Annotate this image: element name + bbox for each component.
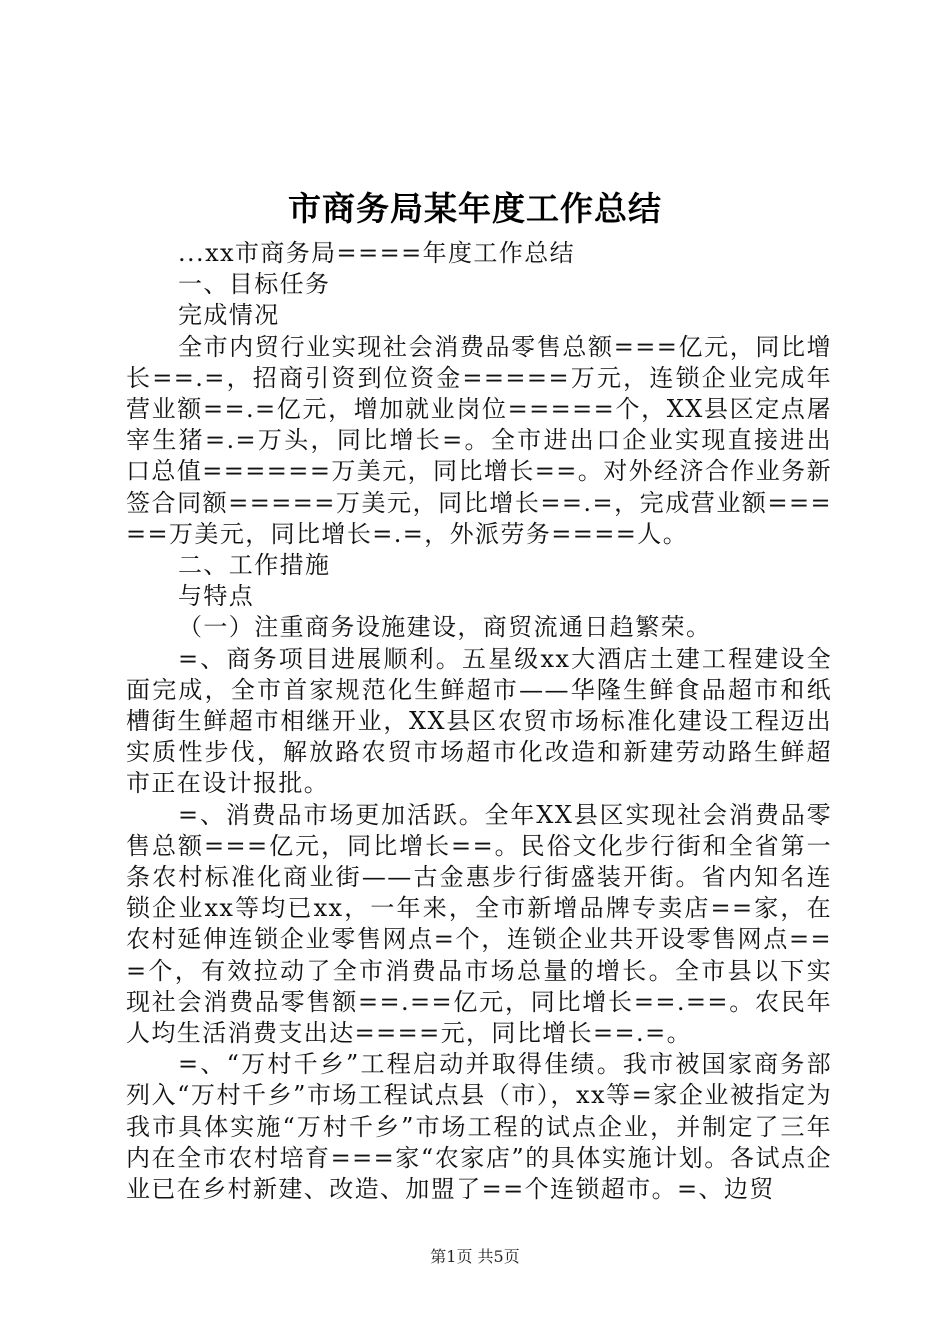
document-title: 市商务局某年度工作总结	[288, 189, 662, 228]
document-body	[126, 238, 832, 1205]
paragraph: 与特点	[178, 582, 255, 611]
page-footer: 第1页 共5页	[430, 1247, 520, 1266]
paragraph: 全市内贸行业实现社会消费品零售总额===亿元，同比增长==.=，招商引资到位资金=====万元，连锁企业完成年营业额==.=亿元，增加就业岗位=====个，XX县区定点屠宰生猪=.=万头，同比增长=。全市进出口企业实现直接进出口总值======万美元，同比增长==。对外经济合作业务新签合同额=====万美元，同比增长==.=，完成营业额=====万美元，同比增长=.=，外派劳务====人。	[126, 332, 832, 548]
subsection-heading: （一）注重商务设施建设，商贸流通日趋繁荣。	[178, 613, 712, 642]
section-heading: 二、工作措施	[178, 551, 331, 580]
paragraph: =、商务项目进展顺利。五星级xx大酒店土建工程建设全面完成，全市首家规范化生鲜超市——华隆生鲜食品超市和纸槽街生鲜超市相继开业，XX县区农贸市场标准化建设工程迈出实质性步伐，解放路农贸市场超市化改造和新建劳动路生鲜超市正在设计报批。	[126, 644, 832, 798]
paragraph: ...xx市商务局====年度工作总结	[178, 239, 575, 267]
section-heading: 一、目标任务	[178, 270, 331, 299]
paragraph: 完成情况	[178, 301, 280, 330]
paragraph: =、“万村千乡”工程启动并取得佳绩。我市被国家商务部列入“万村千乡”市场工程试点县（市），xx等=家企业被指定为我市具体实施“万村千乡”市场工程的试点企业，并制定了三年内在全市农村培育===家“农家店”的具体实施计划。各试点企业已在乡村新建、改造、加盟了==个连锁超市。=、边贸	[126, 1050, 832, 1204]
paragraph: =、消费品市场更加活跃。全年XX县区实现社会消费品零售总额===亿元，同比增长==。民俗文化步行街和全省第一条农村标准化商业街——古金惠步行街盛装开街。省内知名连锁企业xx等均已xx，一年来，全市新增品牌专卖店==家，在农村延伸连锁企业零售网点=个，连锁企业共开设零售网点===个，有效拉动了全市消费品市场总量的增长。全市县以下实现社会消费品零售额==.==亿元，同比增长==.==。农民年人均生活消费支出达====元，同比增长==.=。	[126, 800, 832, 1048]
